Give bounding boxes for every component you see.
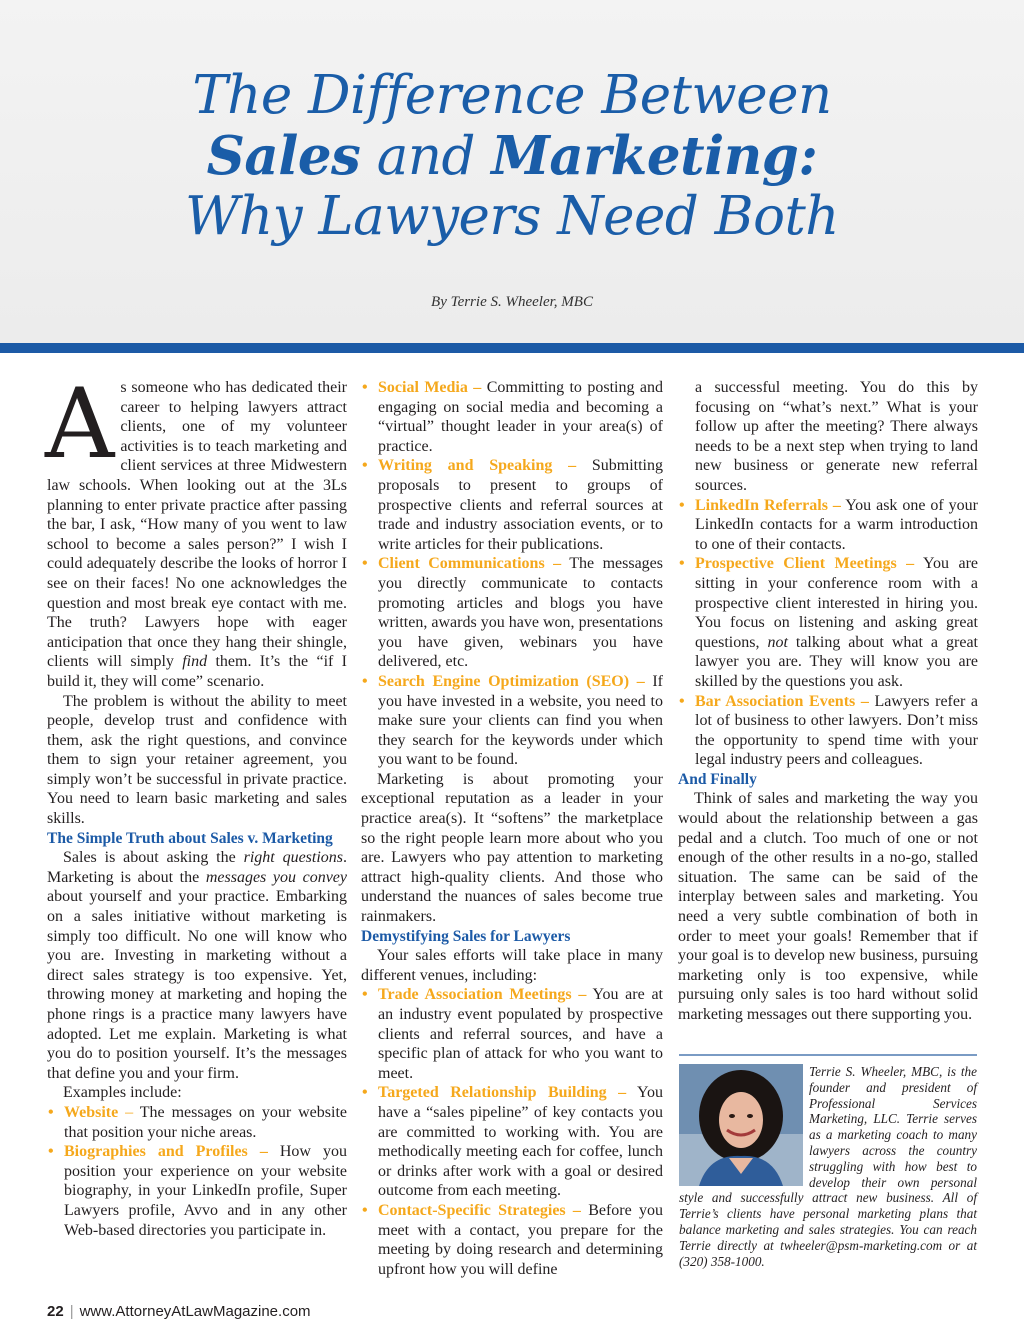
text-run: Sales is about asking the: [63, 849, 244, 867]
paragraph: [47, 848, 347, 1083]
lead-text: s someone who has dedicated their career to helping lawyers attract clients, one of my volunteer activities is to teach marketing and client services at three Midwestern law schools. When looking out at the 3Ls planning to enter private practice after passing the bar, I ask, “How many of you went to law school to become a sales person?” I wish I could adequately describe the looks of horror I see on their faces! No one acknowledges the question and most break eye contact with me. The truth? Lawyers hope with eager anticipation that once they hang their shingle, clients will simply: [47, 379, 347, 671]
column-2: [361, 378, 663, 1279]
bullet-text: The messages on your website that position your niche areas.: [64, 1103, 347, 1141]
bullet-label: Contact-Specific Strategies –: [378, 1201, 581, 1219]
header-banner: [0, 0, 1024, 343]
title-line-1: The Difference Between: [192, 65, 832, 126]
bullet-sep: –: [118, 1103, 140, 1121]
bullet-label: Website: [64, 1103, 119, 1121]
paragraph: The problem is without the ability to meet people, develop trust and confidence with them, ask the right questions, and convince them to sign your retainer agreement, you simply won’t be successful in private practice. You need to learn basic marketing and sales skills.: [47, 692, 347, 828]
bullet-text: Lawyers refer a lot of business to other lawyers. Don’t miss the opportunity to spend time with your legal industry peers and colleagues.: [695, 692, 978, 769]
section-heading: And Finally: [678, 770, 757, 788]
bullet-item: [361, 672, 663, 770]
drop-cap: A: [45, 368, 115, 480]
bullet-icon: •: [48, 1103, 54, 1121]
bullet-text: The messages you directly communicate to contacts promoting articles and blogs you have written, awards you have won, presentations you have given, webinars you have delivered, etc.: [378, 555, 663, 671]
bullet-item: [47, 1142, 347, 1240]
bullet-item: [678, 496, 978, 555]
bullet-item: [361, 985, 663, 1083]
page-number: 22: [47, 1303, 64, 1320]
paragraph: Think of sales and marketing the way you would about the relationship between a gas pedal and a clutch. Too much of one or not enough of the other results in a no-go, stalled situation. The same can be said of the interplay between sales and marketing. You need a very subtle combination of both in order to meet your goals! Remember that if your goal is to develop new business, pursuing marketing only is too expensive, while pursuing only sales is too hard without solid marketing messages out there supporting you.: [678, 790, 978, 1023]
bullet-text: Before you meet with a contact, you prepare for the meeting by doing research and determining upfront how you will define: [378, 1201, 664, 1278]
bullet-label: Trade Association Meetings –: [378, 986, 587, 1004]
bullet-text: Committing to posting and engaging on social media and becoming a “virtual” thought leader in your area(s) of practice.: [378, 379, 664, 455]
bullet-item: [361, 378, 663, 456]
bullet-text: You are sitting in your conference room with a prospective client interested in hiring you. You focus on listening and asking great questions,: [695, 555, 978, 651]
bullet-label: Bar Association Events –: [695, 692, 869, 710]
author-bio: [679, 1064, 977, 1269]
lead-emphasis: find: [182, 653, 208, 671]
title-marketing: Marketing:: [491, 125, 818, 187]
bullet-item: [361, 1201, 663, 1279]
bullet-icon: •: [362, 1084, 368, 1102]
bullet-item: [678, 692, 978, 770]
bullet-label: Prospective Client Meetings –: [695, 555, 915, 573]
bullet-icon: •: [362, 379, 368, 396]
bullet-text: You are at an industry event populated by prospective clients and referral sources, and have a specific plan of attack for who you want to meet.: [378, 986, 663, 1082]
emphasis: messages you convey: [205, 868, 347, 886]
continued-text: a successful meeting. You do this by focusing on “what’s next.” What is your follow up after the meeting? There always needs to be a next step when trying to land new business or generate new referral sources.: [695, 379, 978, 494]
byline: By Terrie S. Wheeler, MBC: [431, 294, 593, 310]
bullet-text: If you have invested in a website, you need to make sure your clients can find you when they search for the keywords under which you want to be found.: [378, 672, 663, 769]
bio-divider: [679, 1054, 977, 1056]
bullet-label: Social Media –: [378, 379, 482, 396]
bullet-item: [361, 554, 663, 672]
title-line-2: [0, 126, 1024, 187]
page-footer: [47, 1303, 311, 1320]
bullet-icon: •: [362, 672, 368, 690]
bullet-text: You have a “sales pipeline” of key contacts you are committed to working with. You are methodically meeting each for coffee, lunch or drinks after work with a goal or desired outcome from each meeting.: [378, 1084, 664, 1200]
bullet-label: Biographies and Profiles –: [64, 1143, 268, 1161]
bullet-icon: •: [362, 457, 368, 475]
bullet-text: You ask one of your LinkedIn contacts for a warm introduction to one of their contacts.: [695, 496, 978, 553]
footer-separator: |: [69, 1303, 74, 1320]
bullet-text: talking about what a great lawyer you are. They will know you are skilled by the questions you ask.: [695, 633, 978, 690]
emphasis: not: [767, 633, 788, 651]
bullet-item: [361, 456, 663, 554]
footer-url: www.AttorneyAtLawMagazine.com: [79, 1303, 311, 1320]
bullet-text: How you position your experience on your website biography, in your LinkedIn profile, Super Lawyers profile, Avvo and in any other Web-based directories you participate in.: [64, 1143, 348, 1239]
bullet-label: Search Engine Optimization (SEO) –: [378, 672, 645, 690]
article-title: [0, 66, 1024, 247]
emphasis: right questions: [243, 849, 344, 867]
paragraph: Your sales efforts will take place in many different venues, including:: [361, 947, 663, 984]
column-3: [678, 378, 978, 1025]
bullet-label: Writing and Speaking –: [378, 457, 577, 475]
bio-text: Terrie S. Wheeler, MBC, is the founder and president of Professional Services Marketing, LLC. Terrie serves as a marketing coach to many lawyers across the country struggling with how best to develop their own personal style and successfully attract new business. All of Terrie’s clients have personal marketing plans that balance marketing and sales strategies. You can reach Terrie directly at twheeler@psm-marketing.com or at (320) 358-1000.: [679, 1064, 977, 1269]
bullet-item: [361, 1083, 663, 1201]
text-run: . Marketing is about the: [47, 849, 348, 886]
bullet-label: Targeted Relationship Building –: [378, 1084, 627, 1102]
bullet-icon: •: [362, 986, 368, 1004]
bullet-label: Client Communications –: [378, 555, 562, 573]
bullet-label: LinkedIn Referrals –: [695, 496, 841, 514]
paragraph: Marketing is about promoting your exceptional reputation as a leader in your practice area(s). It “softens” the marketplace so the right people learn more about who you are. Lawyers who pay attention to marketing attract high-quality clients. And those who understand the nuances of sales become true rainmakers.: [361, 770, 663, 926]
title-line-3: Why Lawyers Need Both: [185, 186, 839, 247]
section-heading: Demystifying Sales for Lawyers: [361, 927, 571, 945]
title-and: and: [360, 126, 492, 187]
bullet-item: [678, 554, 978, 691]
column-1: [45, 368, 348, 1240]
bullet-icon: •: [362, 1201, 368, 1219]
lead-text-end: them. It’s the “if I build it, they will come” scenario.: [47, 653, 348, 690]
bullet-icon: •: [48, 1143, 54, 1161]
title-sales: Sales: [206, 125, 361, 187]
header-rule: [0, 343, 1024, 353]
bullet-icon: •: [679, 555, 685, 573]
bullet-icon: •: [362, 555, 368, 573]
bullet-text: Submitting proposals to present to groups of prospective clients and referral sources at trade and industry association events, or to write articles for their publications.: [378, 457, 663, 553]
bullet-icon: •: [679, 496, 685, 514]
text-run: about yourself and your practice. Embarking on a sales initiative without marketing is simply too difficult. No one will know who you are. Investing in marketing without a direct sales strategy is too expensive. Yet, throwing money at marketing and hoping the phone rings is a practice many lawyers have adopted. Let me explain. Marketing is what you do to position yourself. It’s the messages that define you and your firm.: [47, 888, 347, 1082]
paragraph: Examples include:: [63, 1084, 182, 1102]
bullet-item: [47, 1103, 347, 1142]
section-heading: The Simple Truth about Sales v. Marketing: [47, 829, 333, 847]
lead-paragraph: [45, 368, 348, 692]
bullet-icon: •: [679, 692, 685, 710]
